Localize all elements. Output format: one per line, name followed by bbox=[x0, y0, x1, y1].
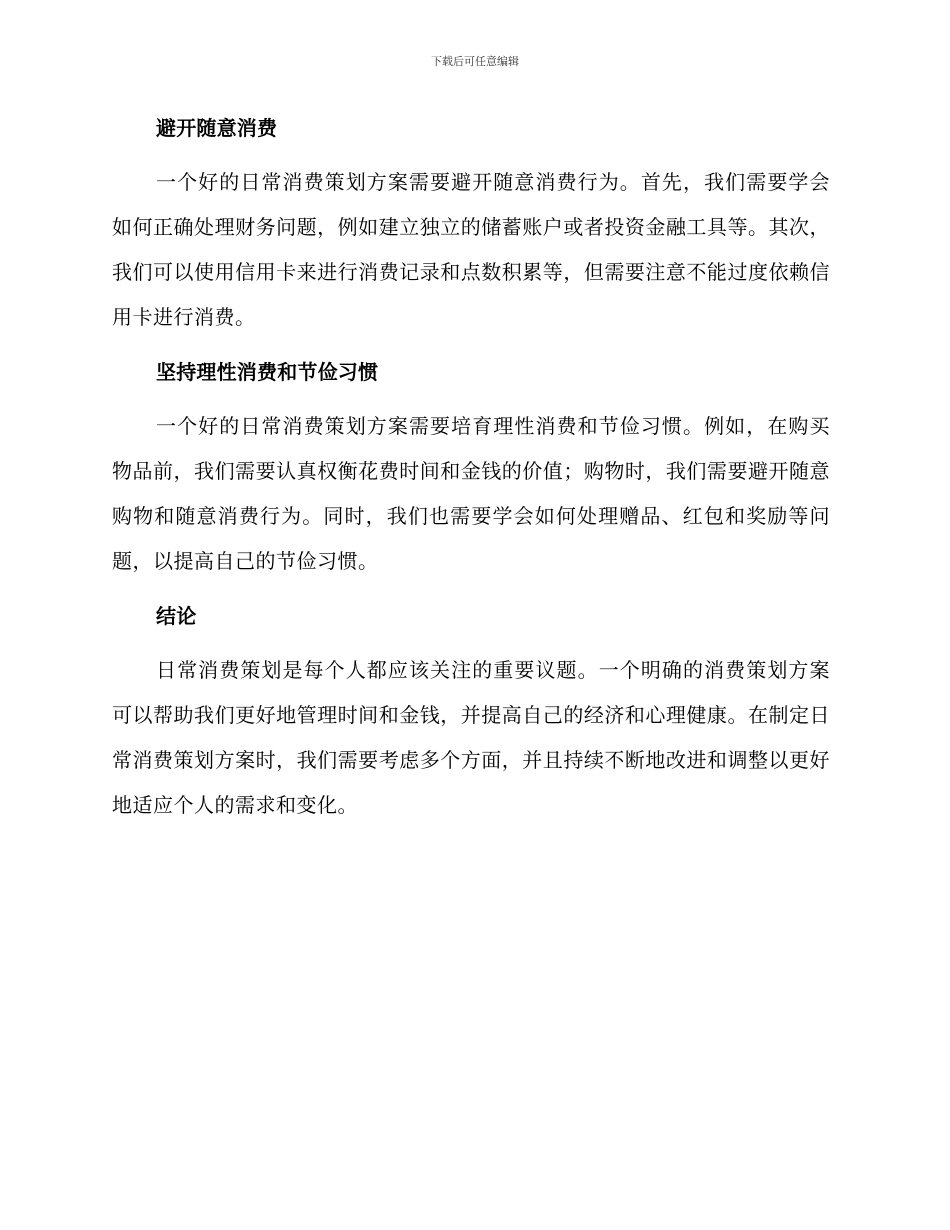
section-paragraph: 日常消费策划是每个人都应该关注的重要议题。一个明确的消费策划方案可以帮助我们更好地管理时间和金钱，并提高自己的经济和心理健康。在制定日常消费策划方案时，我们需要考虑多个方面，并且持续不断地改进和调整以更好地适应个人的需求和变化。 bbox=[112, 658, 830, 817]
section-heading: 避开随意消费 bbox=[156, 116, 278, 140]
section-rational-frugal-habits bbox=[112, 354, 830, 584]
document-body bbox=[112, 110, 830, 842]
page-header-note: 下载后可任意编辑 bbox=[431, 55, 519, 68]
section-heading: 坚持理性消费和节俭习惯 bbox=[156, 360, 379, 384]
section-heading: 结论 bbox=[156, 604, 197, 628]
section-conclusion bbox=[112, 598, 830, 828]
section-paragraph: 一个好的日常消费策划方案需要避开随意消费行为。首先，我们需要学会如何正确处理财务问题，例如建立独立的储蓄账户或者投资金融工具等。其次，我们可以使用信用卡来进行消费记录和点数积累等，但需要注意不能过度依赖信用卡进行消费。 bbox=[112, 170, 830, 329]
section-avoid-impulse-spending bbox=[112, 110, 830, 340]
section-paragraph: 一个好的日常消费策划方案需要培育理性消费和节俭习惯。例如，在购买物品前，我们需要认真权衡花费时间和金钱的价值；购物时，我们需要避开随意购物和随意消费行为。同时，我们也需要学会如何处理赠品、红包和奖励等问题，以提高自己的节俭习惯。 bbox=[112, 414, 830, 573]
